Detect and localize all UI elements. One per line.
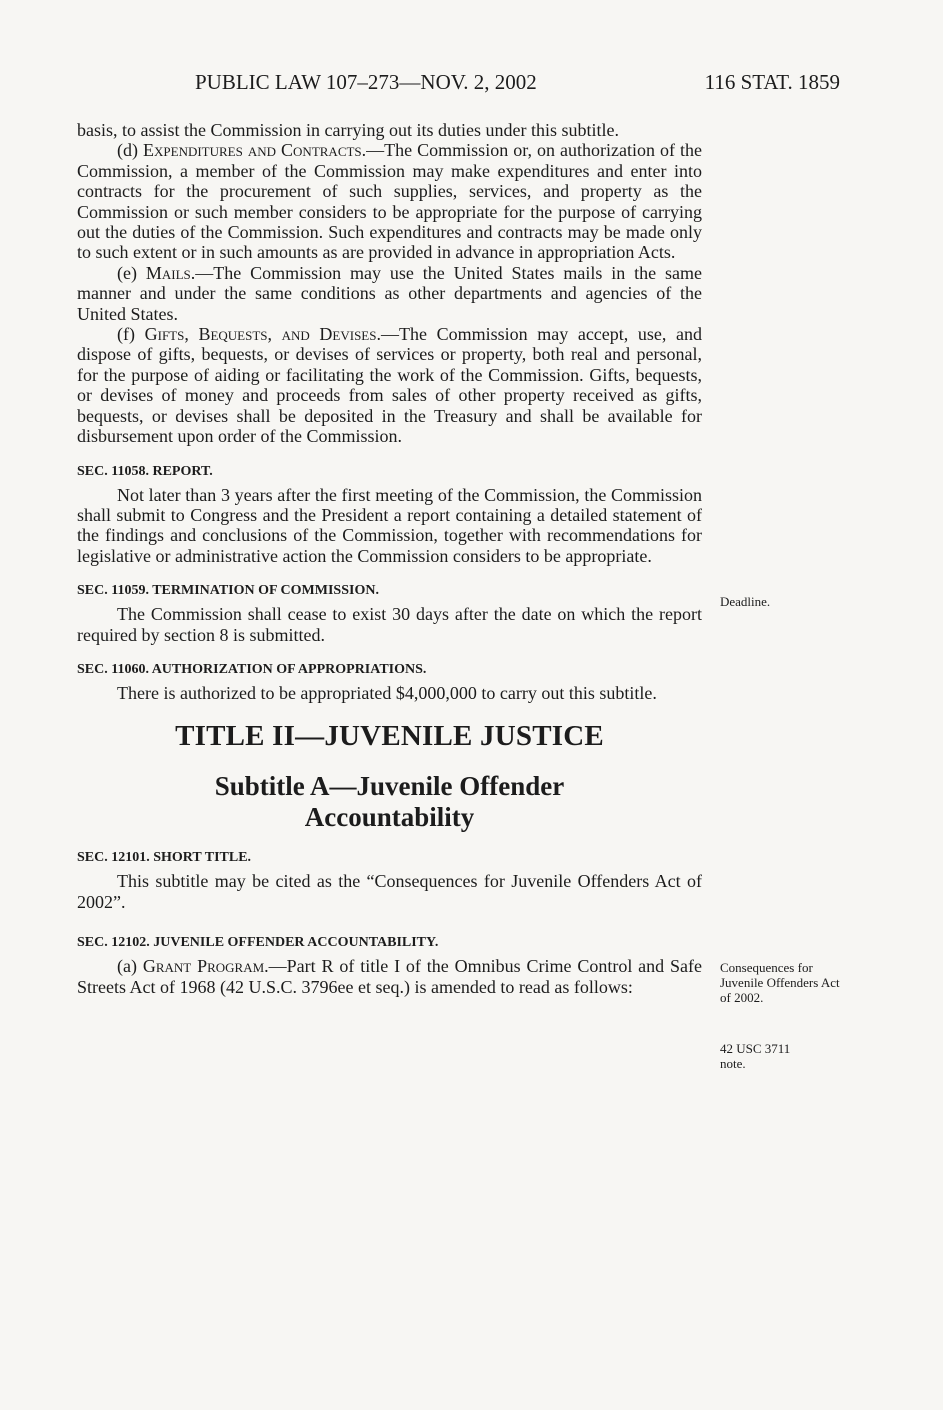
mails-heading: Mails: [145, 262, 191, 283]
expenditures-heading: Expenditures and Contracts: [143, 140, 362, 161]
gifts-heading: Gifts, Bequests, and Devises: [144, 324, 377, 345]
section-text-11060: There is authorized to be appropriated $4,000,000 to carry out this subtitle.: [117, 682, 657, 703]
section-heading-11060: SEC. 11060. AUTHORIZATION OF APPROPRIATIONS.: [77, 661, 427, 677]
grant-program-lead: (a): [117, 956, 143, 977]
section-text-12102: [77, 956, 702, 997]
page-header: [78, 70, 840, 100]
title-heading: TITLE II—JUVENILE JUSTICE: [175, 720, 604, 753]
gifts-lead: (f): [117, 324, 145, 345]
subtitle-line-1: Subtitle A—Juvenile Offender: [214, 771, 565, 802]
margin-note-consequences: Consequences for Juvenile Offenders Act of 2002.: [720, 960, 840, 1005]
margin-note-deadline: Deadline.: [720, 594, 771, 609]
paragraph-expenditures: [77, 140, 702, 262]
subtitle-heading: [77, 771, 702, 833]
expenditures-text: .—The Commission or, on authorization of the Commission, a member of the Commission may make expenditures and enter into contracts for the procurement of such supplies, services, and property as the Commission or such member considers to be appropriate for the purpose of carrying out the duties of the Commission. Such expenditures and contracts may be made only to such extent or in such amounts as are provided in advance in appropriation Acts.: [77, 140, 702, 263]
stat-page-number: 116 STAT. 1859: [704, 70, 840, 94]
mails-lead: (e): [117, 262, 146, 283]
paragraph-gifts: [77, 324, 702, 446]
grant-program-heading: Grant Program: [142, 956, 265, 977]
section-heading-12101: SEC. 12101. SHORT TITLE.: [77, 850, 252, 866]
paragraph-mails: [77, 263, 702, 324]
section-heading-11059: SEC. 11059. TERMINATION OF COMMISSION.: [77, 583, 379, 599]
section-text-12101: This subtitle may be cited as the “Consequences for Juvenile Offenders Act of 2002”.: [77, 871, 702, 912]
law-citation: PUBLIC LAW 107–273—NOV. 2, 2002: [195, 70, 537, 94]
gifts-text: .—The Commission may accept, use, and dispose of gifts, bequests, or devises of services or property, both real and personal, for the purpose of aiding or facilitating the work of the Commission. Gifts, bequests, or devises of money and proceeds from sales of other property received as gifts, bequests, or devises shall be deposited in the Treasury and shall be available for disbursement upon order of the Commission.: [77, 324, 703, 447]
grant-program-text: .—Part R of title I of the Omnibus Crime Control and Safe Streets Act of 1968 (42 U.S.C. 3796ee et seq.) is amended to read as follows:: [77, 956, 702, 997]
expenditures-lead: (d): [117, 140, 144, 161]
section-heading-12102: SEC. 12102. JUVENILE OFFENDER ACCOUNTABILITY.: [77, 935, 439, 951]
section-text-11059: The Commission shall cease to exist 30 days after the date on which the report required by section 8 is submitted.: [77, 604, 702, 645]
paragraph-basis: basis, to assist the Commission in carrying out its duties under this subtitle.: [77, 120, 619, 140]
margin-note-usc: 42 USC 3711 note.: [720, 1041, 791, 1071]
section-heading-11058: SEC. 11058. REPORT.: [77, 463, 213, 479]
mails-text: .—The Commission may use the United States mails in the same manner and under the same conditions as other departments and agencies of the United States.: [77, 262, 702, 324]
section-text-11058: Not later than 3 years after the first meeting of the Commission, the Commission shall submit to Congress and the President a report containing a detailed statement of the findings and conclusions of the Commission, together with recommendations for legislative or administrative action the Commission considers to be appropriate.: [77, 484, 702, 566]
body-text: [77, 120, 702, 997]
subtitle-line-2: Accountability: [304, 802, 475, 833]
